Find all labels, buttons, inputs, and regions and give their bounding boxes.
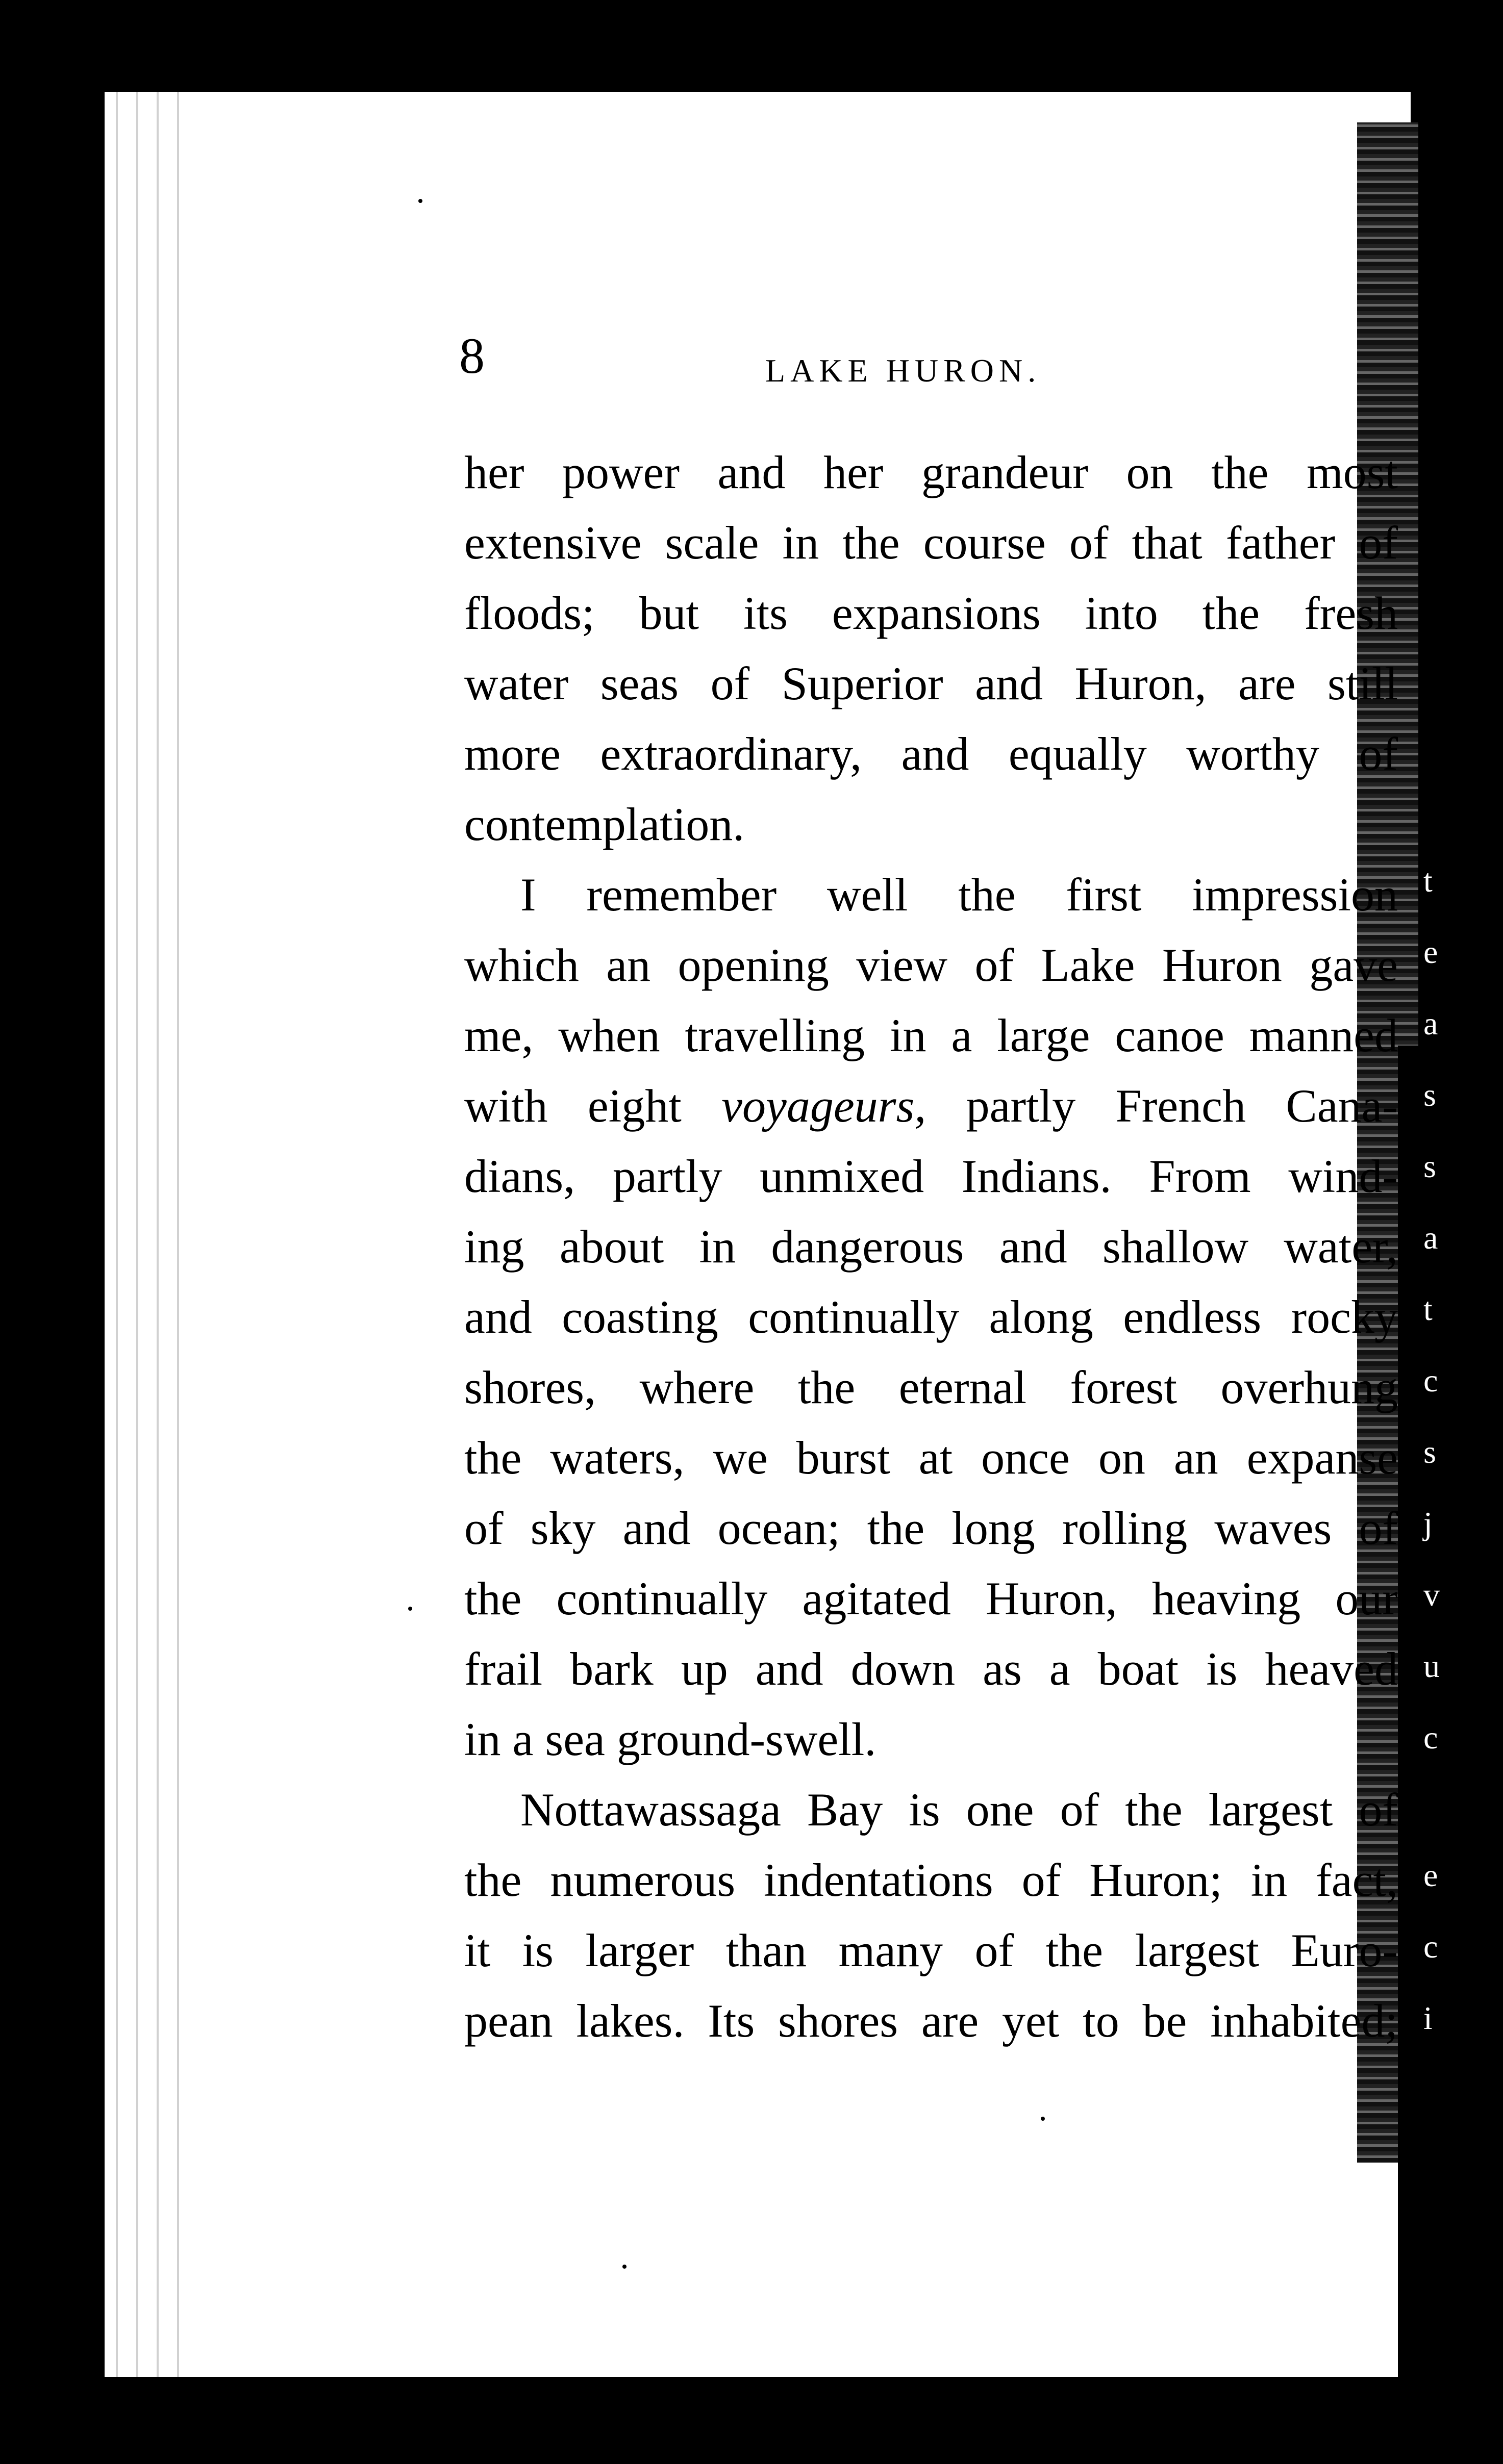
margin-letter: e bbox=[1423, 934, 1438, 970]
scanned-left-edge bbox=[105, 92, 191, 2377]
text-line: the continually agitated Huron, heaving our bbox=[464, 1572, 1398, 1624]
margin-letter: s bbox=[1423, 1434, 1436, 1470]
text-line: extensive scale in the course of that father of bbox=[464, 517, 1398, 569]
facing-page-margin-letters bbox=[1423, 0, 1464, 2464]
text-line: the numerous indentations of Huron; in fact, bbox=[464, 1854, 1398, 1906]
margin-letter: u bbox=[1423, 1648, 1440, 1684]
text-line: and coasting continually along endless rocky bbox=[464, 1291, 1398, 1343]
scan-speck bbox=[622, 2265, 627, 2269]
margin-letter: s bbox=[1423, 1148, 1436, 1184]
text-line: it is larger than many of the largest Euro- bbox=[464, 1924, 1398, 1976]
text-segment: with eight bbox=[464, 1080, 682, 1132]
margin-letter: c bbox=[1423, 1719, 1438, 1756]
margin-letter: v bbox=[1423, 1577, 1440, 1613]
text-line: pean lakes. Its shores are yet to be inhabited; bbox=[464, 1995, 1398, 2047]
text-line: dians, partly unmixed Indians. From wind- bbox=[464, 1150, 1398, 1202]
text-line: me, when travelling in a large canoe manned bbox=[464, 1009, 1398, 1061]
running-title: LAKE HURON. bbox=[765, 352, 1041, 389]
text-line: more extraordinary, and equally worthy of bbox=[464, 728, 1398, 780]
scan-speck bbox=[1041, 2117, 1045, 2121]
text-line: contemplation. bbox=[464, 798, 745, 850]
text-line: her power and her grandeur on the most bbox=[464, 446, 1398, 498]
text-line: Nottawassaga Bay is one of the largest of bbox=[520, 1784, 1398, 1836]
text-segment: partly French Cana- bbox=[966, 1080, 1398, 1132]
text-line: frail bark up and down as a boat is heaved bbox=[464, 1643, 1398, 1695]
scan-speck bbox=[408, 1607, 412, 1611]
text-line: of sky and ocean; the long rolling waves of bbox=[464, 1502, 1398, 1554]
text-line: in a sea ground-swell. bbox=[464, 1713, 876, 1765]
margin-letter: a bbox=[1423, 1005, 1438, 1042]
margin-letter: c bbox=[1423, 1928, 1438, 1965]
text-line: I remember well the first impression bbox=[520, 869, 1398, 921]
margin-letter: c bbox=[1423, 1362, 1438, 1399]
margin-letter: j bbox=[1423, 1505, 1433, 1541]
page-number: 8 bbox=[459, 327, 485, 384]
margin-letter: a bbox=[1423, 1220, 1438, 1256]
margin-letter: i bbox=[1423, 2000, 1433, 2036]
text-line: shores, where the eternal forest overhung bbox=[464, 1361, 1398, 1413]
margin-letter: e bbox=[1423, 1857, 1438, 1893]
text-line: the waters, we burst at once on an expanse bbox=[464, 1432, 1398, 1484]
margin-letter: t bbox=[1423, 1291, 1433, 1327]
text-line: water seas of Superior and Huron, are still bbox=[464, 657, 1398, 709]
text-line: floods; but its expansions into the fresh bbox=[464, 587, 1398, 639]
text-line bbox=[464, 1080, 1398, 1132]
margin-letter: s bbox=[1423, 1077, 1436, 1113]
text-line: ing about in dangerous and shallow water, bbox=[464, 1221, 1398, 1273]
margin-letter: t bbox=[1423, 862, 1433, 899]
text-line: which an opening view of Lake Huron gave bbox=[464, 939, 1398, 991]
italic-word: voyageurs, bbox=[721, 1080, 926, 1132]
scan-speck bbox=[418, 199, 422, 203]
